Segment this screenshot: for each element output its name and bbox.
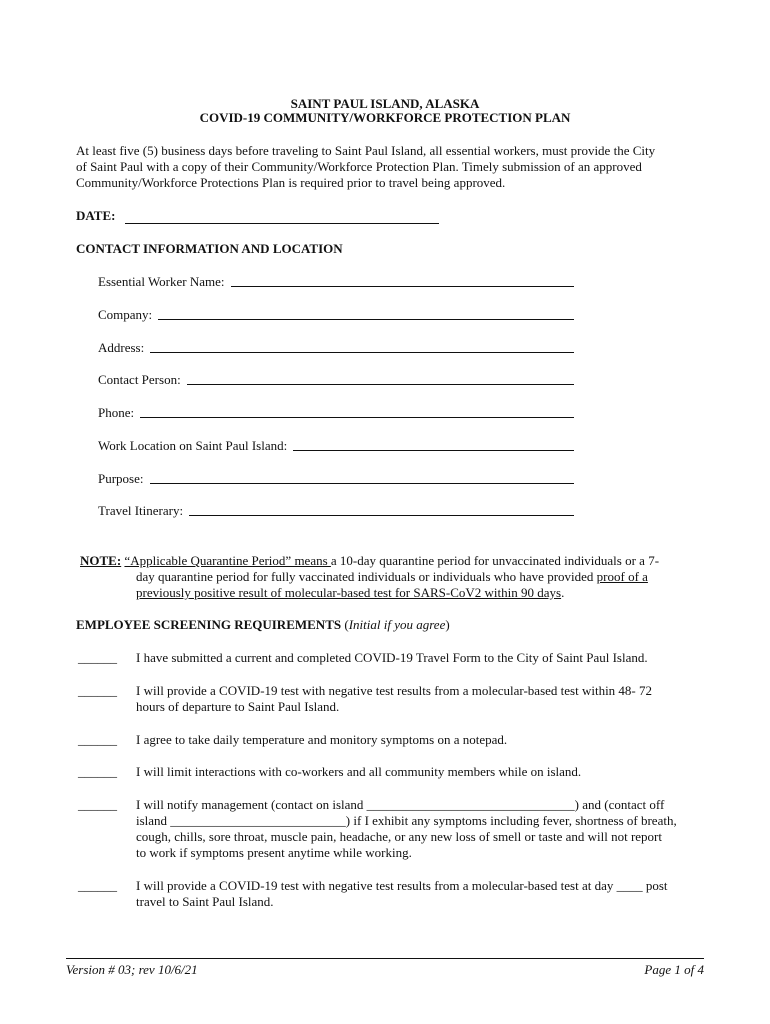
item-text (136, 797, 705, 861)
item-line: hours of departure to Saint Paul Island. (136, 699, 340, 714)
date-row (76, 208, 439, 224)
doc-title-plan: COVID-19 COMMUNITY/WORKFORCE PROTECTION PLAN (199, 110, 571, 125)
paren: ( (341, 617, 349, 632)
note-continuation (80, 569, 705, 585)
input-line[interactable] (231, 286, 574, 287)
input-line[interactable] (150, 483, 575, 484)
field-label: Address: (98, 340, 145, 355)
note-proof-text: proof of a (596, 569, 648, 584)
input-line[interactable] (158, 319, 574, 320)
field-label: Travel Itinerary: (98, 503, 184, 518)
company-field[interactable] (98, 305, 574, 323)
initial-blank[interactable]: ______ (78, 650, 117, 665)
item-line: I will limit interactions with co-workers and all community members while on island. (136, 764, 582, 779)
doc-title-location: SAINT PAUL ISLAND, ALASKA (290, 96, 480, 111)
date-field[interactable] (125, 211, 439, 224)
field-label: Company: (98, 307, 153, 322)
phone-field[interactable] (98, 403, 574, 421)
input-line[interactable] (187, 384, 574, 385)
initial-blank[interactable]: ______ (78, 764, 117, 779)
screening-item (78, 764, 705, 780)
item-line: I agree to take daily temperature and monitory symptoms on a notepad. (136, 732, 508, 747)
note-text: day quarantine period for fully vaccinated individuals or individuals who have provided (136, 569, 597, 584)
note-label: NOTE: (80, 553, 122, 568)
date-label: DATE: (76, 208, 116, 223)
travel-itinerary-field[interactable] (98, 501, 574, 519)
initial-blank[interactable]: ______ (78, 878, 117, 893)
note-text: . (561, 585, 565, 600)
field-label: Purpose: (98, 471, 144, 486)
intro-line: of Saint Paul with a copy of their Community/Workforce Protection Plan. Timely submission of an approved (76, 159, 642, 174)
screening-item (78, 878, 705, 910)
note-text: a 10-day quarantine period for unvaccinated individuals or a 7- (330, 553, 660, 568)
screening-item (78, 683, 705, 715)
intro-line: Community/Workforce Protections Plan is required prior to travel being approved. (76, 175, 506, 190)
item-line: I will provide a COVID-19 test with negative test results from a molecular-based test at day ____ post (136, 878, 668, 893)
item-line: travel to Saint Paul Island. (136, 894, 274, 909)
footer-divider (66, 958, 704, 959)
note-term: “Applicable Quarantine Period” means (124, 553, 331, 568)
worker-name-field[interactable] (98, 272, 574, 290)
input-line[interactable] (293, 450, 574, 451)
item-text (136, 732, 705, 748)
note-first-line (80, 553, 705, 569)
work-location-field[interactable] (98, 436, 574, 454)
address-field[interactable] (98, 338, 574, 356)
intro-paragraph (76, 143, 698, 191)
page-number: Page 1 of 4 (644, 962, 704, 977)
field-label: Contact Person: (98, 372, 181, 387)
screening-title: EMPLOYEE SCREENING REQUIREMENTS (76, 617, 342, 632)
field-label: Essential Worker Name: (98, 274, 225, 289)
initial-blank[interactable]: ______ (78, 732, 117, 747)
field-label: Work Location on Saint Paul Island: (98, 438, 288, 453)
item-line: to work if symptoms present anytime while working. (136, 845, 412, 860)
screening-item (78, 797, 705, 861)
item-line: island ___________________________) if I exhibit any symptoms including fever, shortness of breath, (136, 813, 677, 828)
note-continuation (80, 585, 705, 601)
intro-line: At least five (5) business days before traveling to Saint Paul Island, all essential workers, must provide the City (76, 143, 656, 158)
item-text (136, 683, 705, 715)
note-proof-text: previously positive result of molecular-based test for SARS-CoV2 within 90 days (136, 585, 562, 600)
input-line[interactable] (150, 352, 574, 353)
initial-blank[interactable]: ______ (78, 683, 117, 698)
contact-section-heading: CONTACT INFORMATION AND LOCATION (76, 241, 343, 256)
screening-item (78, 650, 705, 666)
screening-heading (76, 617, 450, 633)
input-line[interactable] (140, 417, 574, 418)
purpose-field[interactable] (98, 469, 574, 487)
screening-item (78, 732, 705, 748)
contact-person-field[interactable] (98, 370, 574, 388)
item-text (136, 878, 705, 910)
field-label: Phone: (98, 405, 135, 420)
initial-blank[interactable]: ______ (78, 797, 117, 812)
item-text (136, 650, 705, 666)
paren: ) (445, 617, 450, 632)
input-line[interactable] (189, 515, 574, 516)
item-line: cough, chills, sore throat, muscle pain, headache, or any new loss of smell or taste and will not report (136, 829, 662, 844)
item-line: I will provide a COVID-19 test with negative test results from a molecular-based test within 48- 72 (136, 683, 653, 698)
item-line: I will notify management (contact on island ________________________________) and (contact off (136, 797, 665, 812)
screening-instruction: Initial if you agree (348, 617, 446, 632)
quarantine-note (80, 553, 705, 601)
item-line: I have submitted a current and completed COVID-19 Travel Form to the City of Saint Paul Island. (136, 650, 648, 665)
item-text (136, 764, 705, 780)
version-label: Version # 03; rev 10/6/21 (66, 962, 198, 977)
